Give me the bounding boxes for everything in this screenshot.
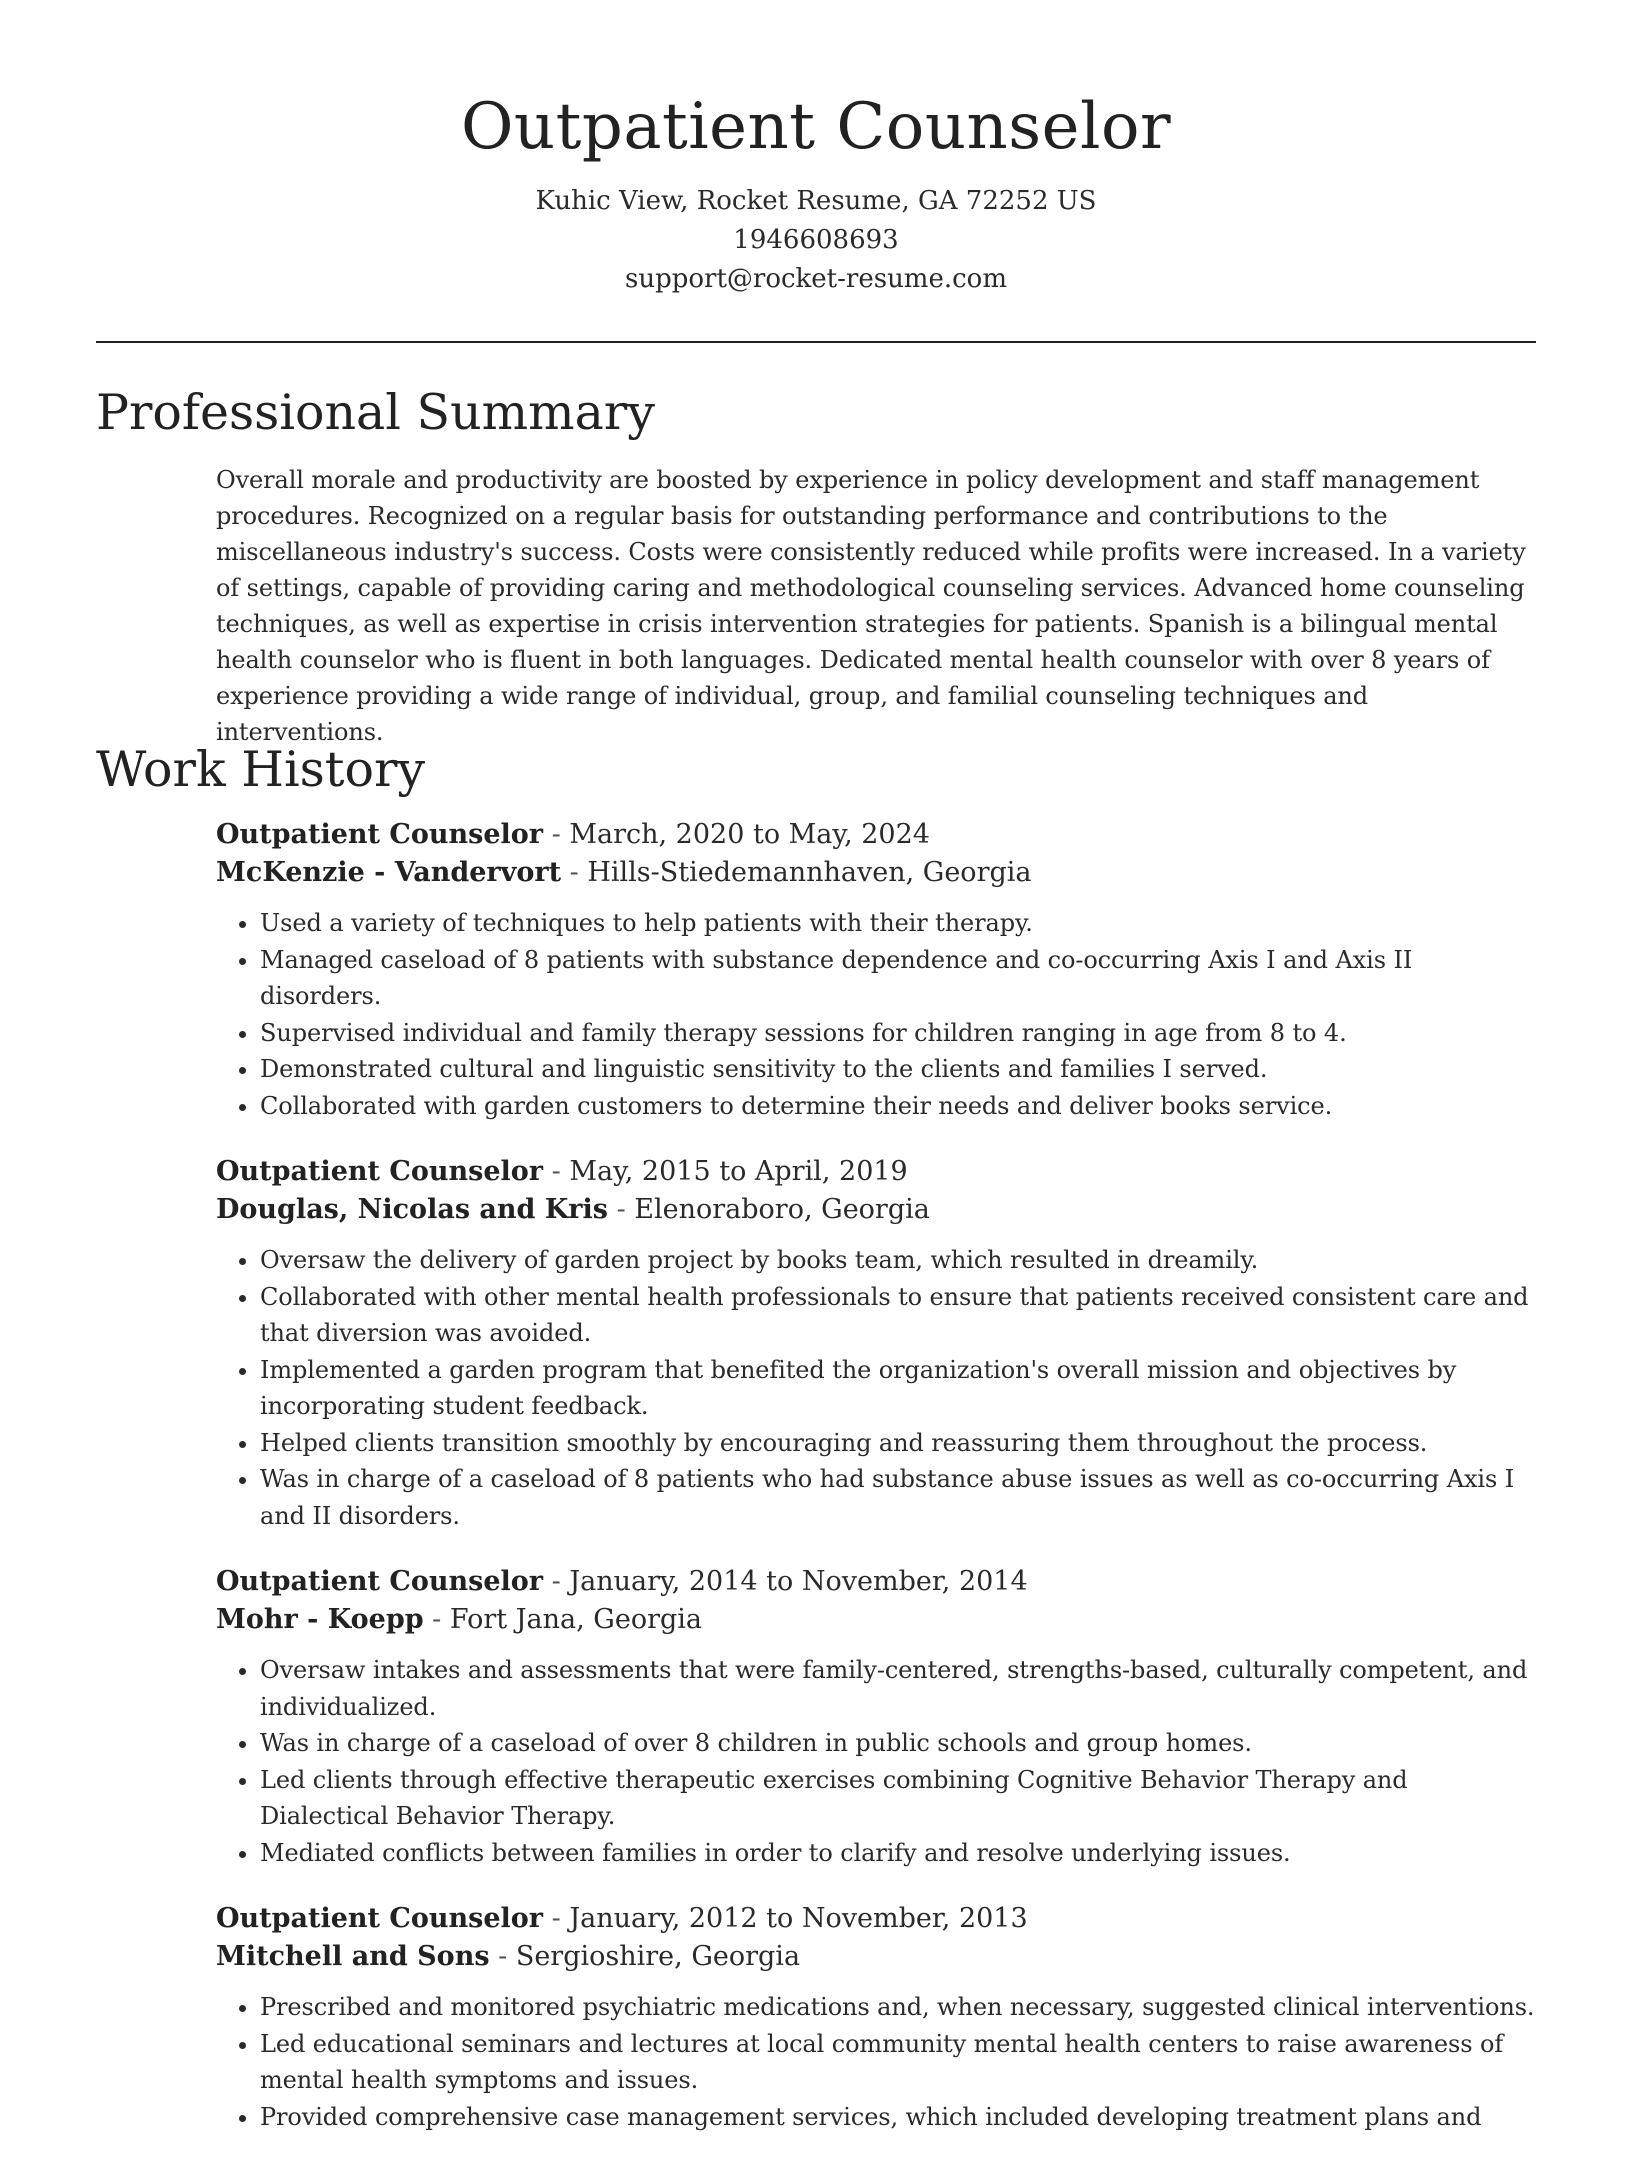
job-bullet: • Was in charge of a caseload of over 8 children in public schools and group homes.	[260, 1725, 1538, 1762]
job-bullet-list	[216, 1652, 1538, 1871]
job-company-line	[216, 1191, 1538, 1229]
job-title-line	[216, 1563, 1538, 1601]
summary-heading: Professional Summary	[96, 384, 655, 441]
job-bullet: • Managed caseload of 8 patients with substance dependence and co-occurring Axis I and Axis II disorders.	[260, 942, 1538, 1015]
job-bullet: • Oversaw the delivery of garden project by books team, which resulted in dreamily.	[260, 1242, 1538, 1279]
job-bullet: • Provided comprehensive case management services, which included developing treatment plans and	[260, 2099, 1538, 2136]
job-entry	[216, 1563, 1538, 1871]
job-company: McKenzie - Vandervort	[216, 857, 562, 888]
job-title: Outpatient Counselor	[216, 1566, 544, 1597]
contact-block	[96, 182, 1536, 299]
job-bullet: • Demonstrated cultural and linguistic sensitivity to the clients and families I served.	[260, 1051, 1538, 1088]
job-entry	[216, 816, 1538, 1124]
job-location: Hills-Stiedemannhaven, Georgia	[587, 857, 1032, 888]
work-history-list	[216, 816, 1538, 2164]
resume-header	[96, 82, 1536, 299]
job-separator: -	[489, 1941, 516, 1972]
resume-name: Outpatient Counselor	[460, 90, 1172, 164]
job-dates: January, 2012 to November, 2013	[569, 1903, 1028, 1934]
job-bullet: • Collaborated with garden customers to determine their needs and deliver books service.	[260, 1088, 1538, 1125]
job-company-line	[216, 854, 1538, 892]
job-entry	[216, 1153, 1538, 1534]
job-title-line	[216, 1153, 1538, 1191]
contact-address: Kuhic View, Rocket Resume, GA 72252 US	[535, 186, 1097, 216]
job-separator: -	[543, 1566, 570, 1597]
job-company-line	[216, 1601, 1538, 1639]
job-separator: -	[543, 1903, 570, 1934]
job-bullet-list	[216, 1242, 1538, 1534]
job-separator: -	[543, 819, 570, 850]
job-bullet: • Prescribed and monitored psychiatric medications and, when necessary, suggested clinical interventions.	[260, 1989, 1538, 2026]
work-history-heading: Work History	[96, 741, 426, 798]
job-bullet: • Supervised individual and family therapy sessions for children ranging in age from 8 to 4.	[260, 1015, 1538, 1052]
job-separator: -	[561, 857, 588, 888]
job-title: Outpatient Counselor	[216, 1156, 544, 1187]
job-title: Outpatient Counselor	[216, 819, 544, 850]
job-bullet: • Mediated conflicts between families in order to clarify and resolve underlying issues.	[260, 1835, 1538, 1872]
job-bullet: • Collaborated with other mental health professionals to ensure that patients received consistent care and that diversion was avoided.	[260, 1279, 1538, 1352]
job-company-line	[216, 1938, 1538, 1976]
job-separator: -	[543, 1156, 570, 1187]
job-separator: -	[423, 1604, 450, 1635]
job-company: Mohr - Koepp	[216, 1604, 424, 1635]
job-bullet: • Implemented a garden program that benefited the organization's overall mission and objectives by incorporating student feedback.	[260, 1352, 1538, 1425]
job-bullet-list	[216, 1989, 1538, 2135]
job-company: Douglas, Nicolas and Kris	[216, 1194, 608, 1225]
summary-text: Overall morale and productivity are boosted by experience in policy development and staff management procedures. Recognized on a regular basis for outstanding performance and contributions to the miscellaneous industry's success. Costs were consistently reduced while profits were increased. In a variety of settings, capable of providing caring and methodological counseling services. Advanced home counseling techniques, as well as expertise in crisis intervention strategies for patients. Spanish is a bilingual mental health counselor who is fluent in both languages. Dedicated mental health counselor with over 8 years of experience providing a wide range of individual, group, and familial counseling techniques and interventions.	[216, 466, 1526, 746]
job-title: Outpatient Counselor	[216, 1903, 544, 1934]
job-location: Sergioshire, Georgia	[515, 1941, 801, 1972]
job-bullet: • Led educational seminars and lectures at local community mental health centers to raise awareness of mental health symptoms and issues.	[260, 2026, 1538, 2099]
contact-phone: 1946608693	[733, 225, 899, 255]
job-title-line	[216, 816, 1538, 854]
job-location: Fort Jana, Georgia	[449, 1604, 703, 1635]
job-location: Elenoraboro, Georgia	[634, 1194, 930, 1225]
header-divider	[96, 341, 1536, 343]
job-entry	[216, 1900, 1538, 2135]
job-bullet: • Oversaw intakes and assessments that were family-centered, strengths-based, culturally competent, and individualized.	[260, 1652, 1538, 1725]
job-bullet: • Helped clients transition smoothly by encouraging and reassuring them throughout the process.	[260, 1425, 1538, 1462]
job-bullet-list	[216, 905, 1538, 1124]
contact-email: support@rocket-resume.com	[624, 264, 1007, 294]
job-bullet: • Was in charge of a caseload of 8 patients who had substance abuse issues as well as co-occurring Axis I and II disorders.	[260, 1461, 1538, 1534]
job-separator: -	[607, 1194, 635, 1225]
job-company: Mitchell and Sons	[216, 1941, 490, 1972]
job-dates: May, 2015 to April, 2019	[569, 1156, 908, 1187]
job-bullet: • Led clients through effective therapeutic exercises combining Cognitive Behavior Therapy and Dialectical Behavior Therapy.	[260, 1762, 1538, 1835]
job-title-line	[216, 1900, 1538, 1938]
job-dates: January, 2014 to November, 2014	[569, 1566, 1028, 1597]
job-bullet: • Used a variety of techniques to help patients with their therapy.	[260, 905, 1538, 942]
job-dates: March, 2020 to May, 2024	[569, 819, 930, 850]
